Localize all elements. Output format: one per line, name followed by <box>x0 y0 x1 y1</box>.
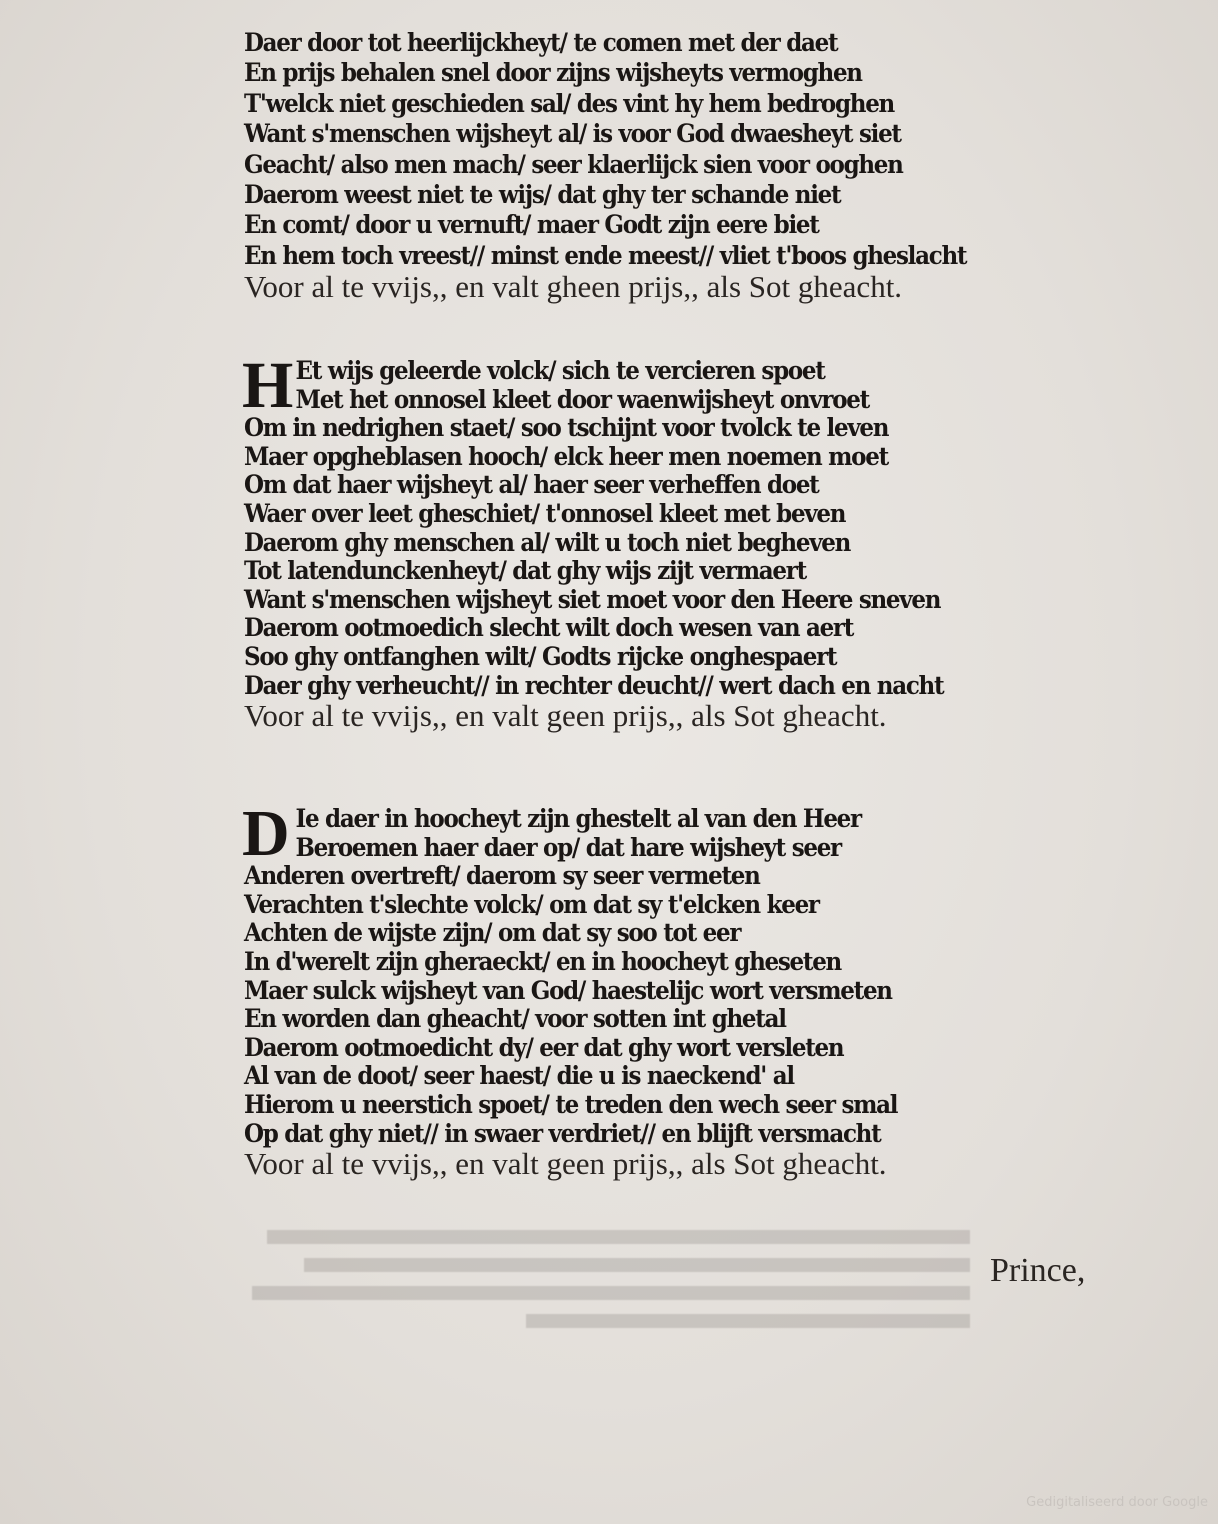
verse-line: Soo ghy ontfanghen wilt/ Godts rijcke onghespaert <box>244 641 837 671</box>
verse-line: Anderen overtreft/ daerom sy seer vermeten <box>244 861 760 891</box>
bleed-through-line <box>267 1230 970 1244</box>
verse-line: Ie daer in hoocheyt zijn ghestelt al van den Heer <box>295 804 861 833</box>
stanza-2 <box>242 349 1004 734</box>
verse-line: Tot latendunckenheyt/ dat ghy wijs zijt vermaert <box>244 556 806 586</box>
verse-line: T'welck niet geschieden sal/ des vint hy hem bedroghen <box>244 88 894 118</box>
verse-line: En prijs behalen snel door zijns wijsheyts vermoghen <box>244 58 862 88</box>
refrain-line: Voor al te vvijs,, en valt geen prijs,, als Sot gheacht. <box>244 1146 887 1182</box>
verse-line: Want s'menschen wijsheyt siet moet voor den Heere sneven <box>244 584 941 614</box>
bleed-through-line <box>526 1314 970 1328</box>
verse-line: Beroemen haer daer op/ dat hare wijsheyt seer <box>295 832 841 862</box>
catchword: Prince, <box>990 1252 1086 1289</box>
drop-cap: D <box>242 797 290 870</box>
verse-line: Achten de wijste zijn/ om dat sy soo tot eer <box>244 918 741 948</box>
verse-line: Verachten t'slechte volck/ om dat sy t'elcken keer <box>244 889 819 919</box>
verse-line: Daerom ootmoedicht dy/ eer dat ghy wort versleten <box>244 1032 844 1062</box>
drop-cap: H <box>242 349 294 422</box>
verse-line: Hierom u neerstich spoet/ te treden den wech seer smal <box>244 1089 898 1119</box>
stanza-3 <box>242 797 954 1182</box>
verse-line: Maer opgheblasen hooch/ elck heer men noemen moet <box>244 441 888 471</box>
refrain-line: Voor al te vvijs,, en valt geen prijs,, als Sot gheacht. <box>244 698 887 734</box>
verse-line: Want s'menschen wijsheyt al/ is voor God dwaesheyt siet <box>244 119 901 149</box>
bleed-through-shadow <box>230 1220 970 1370</box>
verse-line: Waer over leet gheschiet/ t'onnosel kleet met beven <box>244 498 846 528</box>
verse-line: En hem toch vreest// minst ende meest// vliet t'boos gheslacht <box>244 240 967 270</box>
verse-line: Daer door tot heerlijckheyt/ te comen met der daet <box>244 28 838 57</box>
verse-line: En worden dan gheacht/ voor sotten int ghetal <box>244 1004 786 1034</box>
verse-line: Op dat ghy niet// in swaer verdriet// en blijft versmacht <box>244 1118 881 1148</box>
verse-line: Maer sulck wijsheyt van God/ haestelijc wort versmeten <box>244 975 892 1005</box>
refrain-line: Voor al te vvijs,, en valt gheen prijs,, als Sot gheacht. <box>244 269 903 305</box>
verse-line: Al van de doot/ seer haest/ die u is naeckend' al <box>244 1061 794 1091</box>
verse-line: Geacht/ also men mach/ seer klaerlijck sien voor ooghen <box>244 149 903 179</box>
verse-line: In d'werelt zijn gheraeckt/ en in hoocheyt gheseten <box>244 946 841 976</box>
verse-line: Om in nedrighen staet/ soo tschijnt voor tvolck te leven <box>244 413 889 443</box>
verse-line: Daerom weest niet te wijs/ dat ghy ter schande niet <box>244 180 841 210</box>
verse-line: Om dat haer wijsheyt al/ haer seer verheffen doet <box>244 470 819 500</box>
verse-line: Daerom ghy menschen al/ wilt u toch niet begheven <box>244 527 851 557</box>
bleed-through-line <box>304 1258 970 1272</box>
verse-line: Met het onnosel kleet door waenwijsheyt onvroet <box>295 384 869 414</box>
bleed-through-line <box>252 1286 970 1300</box>
digitization-watermark: Gedigitaliseerd door Google <box>1026 1495 1208 1510</box>
verse-line: Daer ghy verheucht// in rechter deucht// wert dach en nacht <box>244 670 944 700</box>
stanza-1 <box>244 28 1029 303</box>
verse-line: Et wijs geleerde volck/ sich te vercieren spoet <box>295 356 825 385</box>
verse-line: En comt/ door u vernuft/ maer Godt zijn eere biet <box>244 210 819 240</box>
verse-line: Daerom ootmoedich slecht wilt doch wesen van aert <box>244 613 854 643</box>
